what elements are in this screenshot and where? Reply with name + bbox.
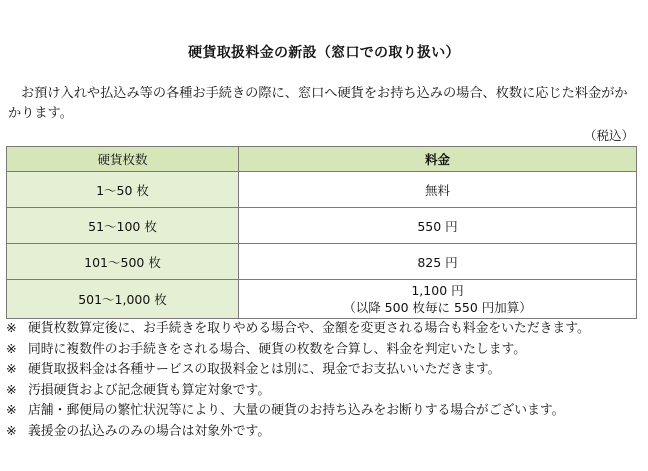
fee-cell: 550 円 <box>239 208 637 244</box>
note-text: 硬貨枚数算定後に、お手続きを取りやめる場合や、金額を変更される場合も料金をいただきます。 <box>28 321 590 336</box>
note-text: 同時に複数件のお手続きをされる場合、硬貨の枚数を合算し、料金を判定いたします。 <box>28 341 527 357</box>
coin-count-cell: 51～100 枚 <box>7 208 239 244</box>
coin-count-header: 硬貨枚数 <box>7 147 239 172</box>
note-item <box>6 319 642 340</box>
coin-count-cell: 101～500 枚 <box>7 244 239 280</box>
note-text: 硬貨取扱料金は各種サービスの取扱料金とは別に、現金でお支払いいただきます。 <box>28 362 501 377</box>
notes-list <box>6 319 642 442</box>
note-item <box>6 340 642 361</box>
table-header-row <box>7 147 637 172</box>
note-item <box>6 360 642 381</box>
fee-surcharge-note: （以降 500 枚毎に 550 円加算） <box>343 300 532 315</box>
note-text: 汚損硬貨および記念硬貨も算定対象です。 <box>28 382 271 398</box>
table-row <box>7 244 637 280</box>
note-item <box>6 422 642 443</box>
note-mark: ※ <box>6 341 17 357</box>
note-item <box>6 381 642 402</box>
note-text: 義援金の払込みのみの場合は対象外です。 <box>28 423 271 439</box>
coin-count-cell: 1～50 枚 <box>7 172 239 208</box>
note-mark: ※ <box>6 321 17 336</box>
tax-included-note: （税込） <box>583 128 634 143</box>
coin-fee-table <box>6 146 637 319</box>
note-mark: ※ <box>6 382 17 398</box>
intro-text: お預け入れや払込み等の各種お手続きの際に、窓口へ硬貨をお持ち込みの場合、枚数に応じた料金がかかります。 <box>8 86 628 121</box>
coin-count-cell: 501～1,000 枚 <box>7 280 239 319</box>
note-item <box>6 401 642 422</box>
table-row <box>7 172 637 208</box>
fee-cell <box>239 280 637 319</box>
fee-cell: 825 円 <box>239 244 637 280</box>
note-mark: ※ <box>6 423 17 439</box>
page-title: 硬貨取扱料金の新設（窓口での取り扱い） <box>188 45 460 61</box>
fee-amount: 1,100 円 <box>411 283 464 298</box>
note-mark: ※ <box>6 362 17 377</box>
fee-cell: 無料 <box>239 172 637 208</box>
fee-header: 料金 <box>239 147 637 172</box>
table-row <box>7 280 637 319</box>
note-text: 店舗・郵便局の繁忙状況等により、大量の硬貨のお持ち込みをお断りする場合がございます。 <box>28 403 565 418</box>
table-row <box>7 208 637 244</box>
note-mark: ※ <box>6 403 17 418</box>
